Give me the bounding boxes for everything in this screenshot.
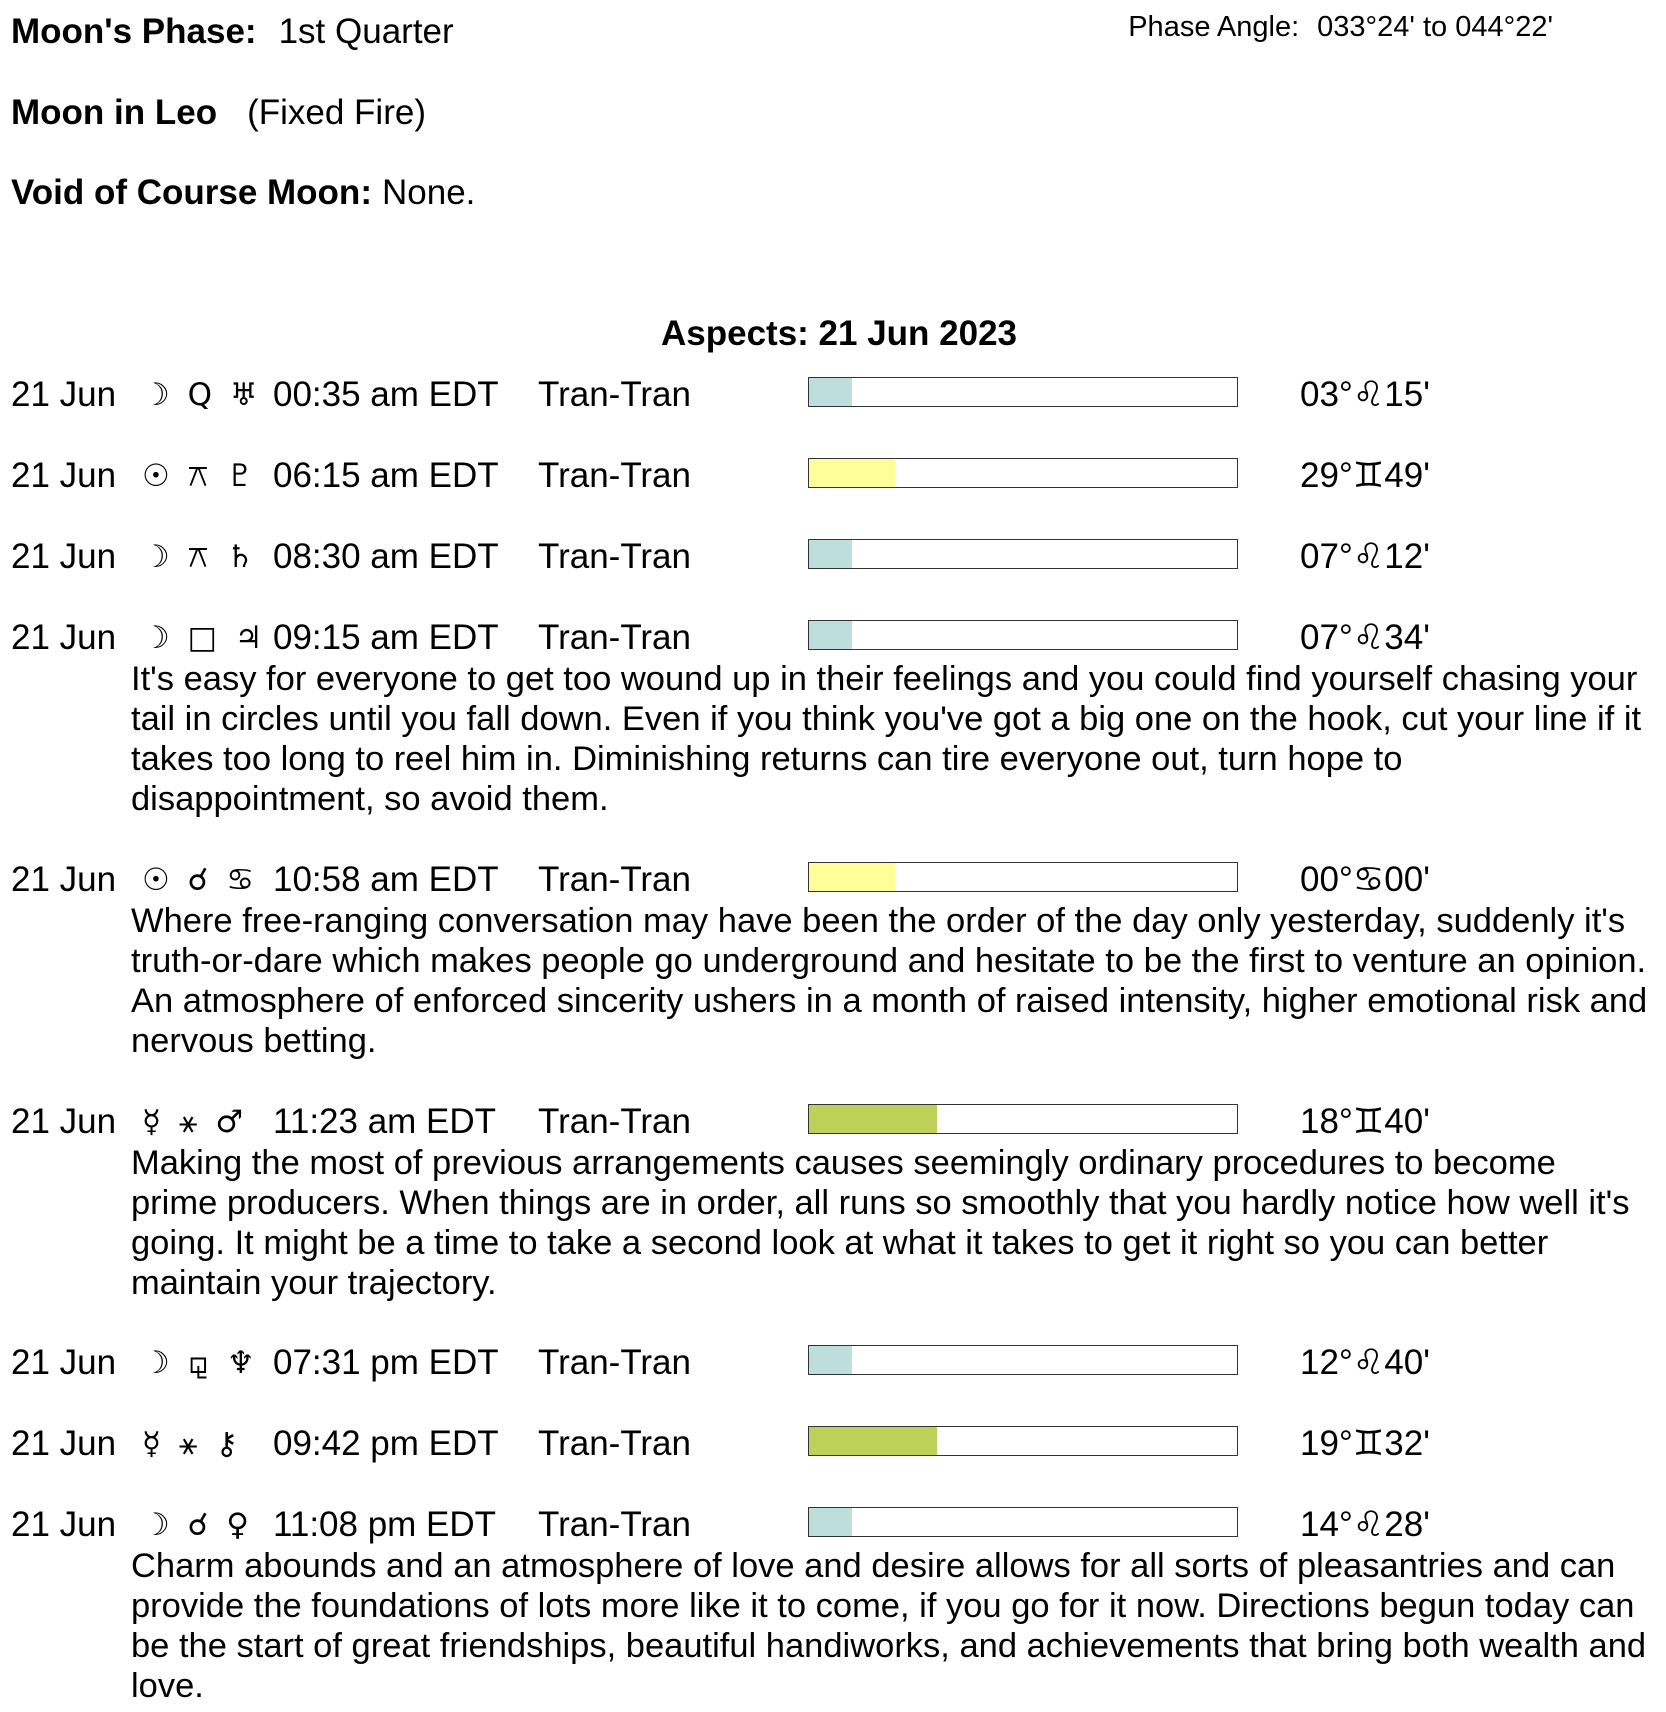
- aspect-row: [0, 1503, 1666, 1547]
- aspect-row: [0, 1100, 1666, 1144]
- aspect-position: 00°♋00': [1300, 860, 1430, 899]
- aspect-strength-bar: [808, 458, 1238, 488]
- aspect-time: 08:30 am EDT: [273, 537, 499, 576]
- aspect-date: 21 Jun: [11, 1505, 117, 1544]
- aspect-date: 21 Jun: [11, 1102, 117, 1141]
- aspect-glyphs-icon: ☽ ⚼ ♆: [142, 1345, 259, 1381]
- aspect-time: 00:35 am EDT: [273, 375, 499, 414]
- aspect-time: 09:15 am EDT: [273, 618, 499, 657]
- aspect-type: Tran-Tran: [538, 1505, 691, 1544]
- aspect-time: 06:15 am EDT: [273, 456, 499, 495]
- aspect-position: 12°♌40': [1300, 1343, 1430, 1382]
- aspect-strength-fill: [809, 1346, 852, 1374]
- aspect-date: 21 Jun: [11, 1424, 117, 1463]
- aspect-glyphs-icon: ☉ ⚻ ♇: [142, 458, 258, 494]
- aspect-strength-bar: [808, 862, 1238, 892]
- aspect-position: 07°♌34': [1300, 618, 1430, 657]
- aspect-date: 21 Jun: [11, 537, 117, 576]
- aspect-position: 14°♌28': [1300, 1505, 1430, 1544]
- aspect-type: Tran-Tran: [538, 375, 691, 414]
- aspect-strength-bar: [808, 1345, 1238, 1375]
- moon-phase-line: [11, 12, 454, 52]
- aspect-type: Tran-Tran: [538, 860, 691, 899]
- aspect-date: 21 Jun: [11, 456, 117, 495]
- phase-angle-value: 033°24' to 044°22': [1317, 11, 1553, 43]
- aspect-glyphs-icon: ☿ ⚹ ⚷: [142, 1426, 243, 1462]
- aspect-position: 19°♊32': [1300, 1424, 1430, 1463]
- aspect-time: 07:31 pm EDT: [273, 1343, 499, 1382]
- aspect-date: 21 Jun: [11, 375, 117, 414]
- void-of-course-line: [11, 173, 475, 213]
- aspect-row: [0, 1341, 1666, 1385]
- aspect-time: 09:42 pm EDT: [273, 1424, 499, 1463]
- aspect-interpretation: It's easy for everyone to get too wound up in their feelings and you could find yourself chasing your tail in circles until you fall down. Even if you think you've got a big one on the hook, cut your line if it takes too long to reel him in. Diminishing returns can tire everyone out, turn hope to disappointment, so avoid them.: [131, 660, 1642, 818]
- aspect-strength-bar: [808, 620, 1238, 650]
- aspect-glyphs-icon: ☽ □ ♃: [142, 620, 267, 656]
- phase-angle-label: Phase Angle:: [1128, 11, 1300, 43]
- aspects-title: Aspects: 21 Jun 2023: [660, 314, 1017, 353]
- aspect-row: [0, 535, 1666, 579]
- aspect-row: [0, 454, 1666, 498]
- aspect-type: Tran-Tran: [538, 618, 691, 657]
- aspect-time: 10:58 am EDT: [273, 860, 499, 899]
- aspect-glyphs-icon: ☉ ☌ ♋: [142, 862, 259, 898]
- aspect-glyphs-icon: ☽ ⚻ ♄: [142, 539, 258, 575]
- aspect-glyphs-icon: ☽ ☌ ♀: [142, 1507, 254, 1543]
- aspect-interpretation: Charm abounds and an atmosphere of love and desire allows for all sorts of pleasantries and can provide the foundations of lots more like it to come, if you go for it now. Directions begun today can be the start of great friendships, beautiful handiworks, and achievements that bring both wealth and love.: [131, 1547, 1647, 1705]
- aspect-strength-fill: [809, 1105, 937, 1133]
- aspect-glyphs-icon: ☽ Q ♅: [142, 377, 262, 413]
- aspect-glyphs-icon: ☿ ⚹ ♂: [142, 1104, 248, 1140]
- aspect-position: 18°♊40': [1300, 1102, 1430, 1141]
- aspect-strength-fill: [809, 1427, 937, 1455]
- aspect-strength-bar: [808, 377, 1238, 407]
- aspect-strength-bar: [808, 1507, 1238, 1537]
- aspect-type: Tran-Tran: [538, 1102, 691, 1141]
- aspect-position: 07°♌12': [1300, 537, 1430, 576]
- aspect-type: Tran-Tran: [538, 1343, 691, 1382]
- aspect-strength-fill: [809, 540, 852, 568]
- aspect-strength-fill: [809, 621, 852, 649]
- aspect-type: Tran-Tran: [538, 1424, 691, 1463]
- aspect-interpretation: Where free-ranging conversation may have been the order of the day only yesterday, suddenly it's truth-or-dare which makes people go underground and hesitate to be the first to venture an opinion. An atmosphere of enforced sincerity ushers in a month of raised intensity, higher emotional risk and nervous betting.: [131, 902, 1648, 1060]
- phase-angle: [1128, 10, 1553, 44]
- aspect-strength-fill: [809, 1508, 852, 1536]
- aspect-strength-bar: [808, 1426, 1238, 1456]
- aspect-type: Tran-Tran: [538, 537, 691, 576]
- aspect-position: 29°♊49': [1300, 456, 1430, 495]
- aspect-strength-bar: [808, 539, 1238, 569]
- aspect-time: 11:08 pm EDT: [273, 1505, 497, 1544]
- void-of-course-value: None.: [381, 173, 476, 212]
- moon-sign-value: (Fixed Fire): [247, 93, 426, 132]
- moon-phase-label: Moon's Phase:: [11, 12, 257, 51]
- aspect-row: [0, 616, 1666, 660]
- aspect-time: 11:23 am EDT: [273, 1102, 497, 1141]
- aspect-strength-fill: [809, 863, 895, 891]
- aspect-strength-fill: [809, 459, 895, 487]
- aspect-date: 21 Jun: [11, 618, 117, 657]
- aspect-date: 21 Jun: [11, 860, 117, 899]
- void-of-course-label: Void of Course Moon:: [11, 173, 372, 212]
- aspect-position: 03°♌15': [1300, 375, 1430, 414]
- moon-sign-line: [11, 93, 426, 133]
- aspect-row: [0, 1422, 1666, 1466]
- aspect-interpretation: Making the most of previous arrangements causes seemingly ordinary procedures to become prime producers. When things are in order, all runs so smoothly that you hardly notice how well it's going. It might be a time to take a second look at what it takes to get it right so you can better maintain your trajectory.: [131, 1144, 1630, 1302]
- moon-sign-label: Moon in Leo: [11, 93, 218, 132]
- aspect-date: 21 Jun: [11, 1343, 117, 1382]
- aspect-row: [0, 373, 1666, 417]
- moon-phase-value: 1st Quarter: [278, 12, 454, 51]
- aspect-type: Tran-Tran: [538, 456, 691, 495]
- aspect-strength-fill: [809, 378, 852, 406]
- aspect-row: [0, 858, 1666, 902]
- aspect-strength-bar: [808, 1104, 1238, 1134]
